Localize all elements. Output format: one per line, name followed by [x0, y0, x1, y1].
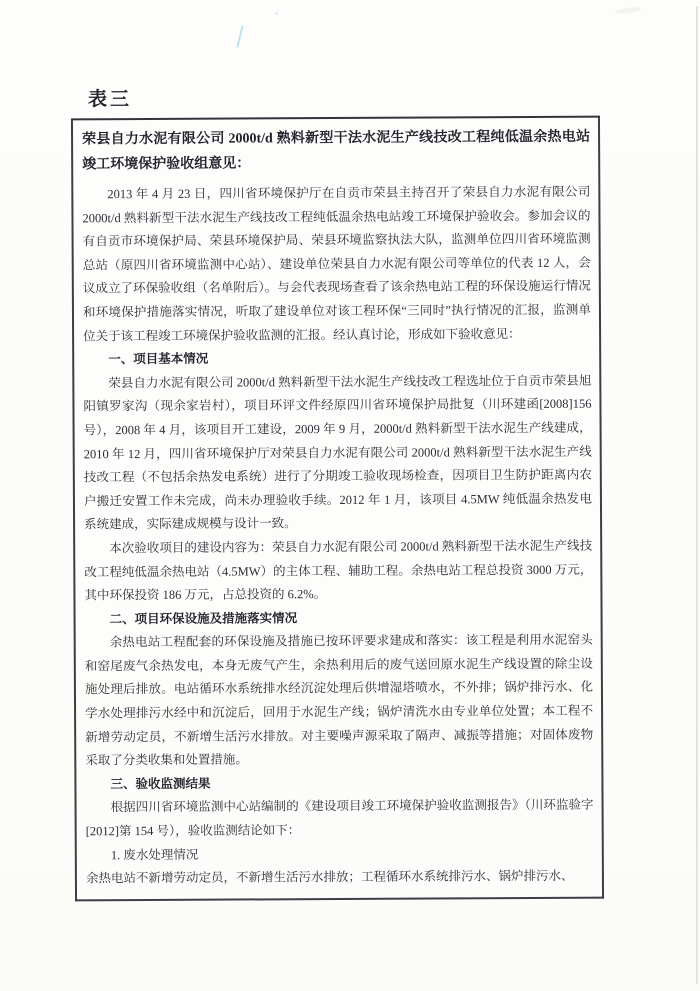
paragraph: 荣县自力水泥有限公司 2000t/d 熟料新型干法水泥生产线技改工程选址位于自贡市荣县旭阳镇罗家沟（现余家岩村），项目环评文件经原四川省环境保护局批复（川环建函[2008]156 号），2008 年 4 月，该项目开工建设，2009 年 9 月，2000t/d 熟料新型干法水泥生产线建成，2010 年 12 月，四川省环境保护厅对荣县自力水泥有限公司 2000t/d 熟料新型干法水泥生产线技改工程（不包括余热发电系统）进行了分期竣工验收现场检查，因项目卫生防护距离内农户搬迁安置工作未完成，尚未办理验收手续。2012 年 1 月，该项目 4.5MW 纯低温余热发电系统建成，实际建成规模与设计一致。 [83, 373, 592, 532]
opinion-box [71, 116, 604, 902]
document-body [82, 181, 594, 891]
paragraph: 本次验收项目的建设内容为：荣县自力水泥有限公司 2000t/d 熟料新型干法水泥生产线技改工程纯低温余热电站（4.5MW）的主体工程、辅助工程。余热电站工程总投资 3000 万元，其中环保投资 186 万元，占总投资的 6.2%。 [84, 538, 593, 603]
document-title: 荣县自力水泥有限公司 2000t/d 熟料新型干法水泥生产线技改工程纯低温余热电站竣工环境保护验收组意见： [82, 129, 591, 173]
scan-mark-blue [236, 25, 244, 48]
section-heading: 一、项目基本情况 [108, 351, 209, 367]
scan-dot-blue [275, 12, 278, 15]
paragraph: 2013 年 4 月 23 日，四川省环境保护厅在自贡市荣县主持召开了荣县自力水泥有限公司 2000t/d 熟料新型干法水泥生产线技改工程纯低温余热电站竣工环境保护验收会。参加会议的有自贡市环境保护局、荣县环境保护局、荣县环境监察执法大队，监测单位四川省环境监测总站（原四川省环境监测中心站）、建设单位荣县自力水泥有限公司等单位的代表 12 人，会议成立了环保验收组（名单附后）。与会代表现场查看了该余热电站工程的环保设施运行情况和环境保护措施落实情况，听取了建设单位对该工程环保“三同时”执行情况的汇报，监测单位关于该工程竣工环境保护验收监测的汇报。经认真讨论，形成如下验收意见： [82, 184, 591, 343]
section-heading: 三、验收监测结果 [110, 776, 211, 792]
paragraph: 余热电站不新增劳动定员，不新增生活污水排放；工程循环水系统排污水、锅炉排污水、 [85, 868, 574, 886]
scan-smudge [615, 6, 641, 15]
paper-edge-shadow [696, 6, 698, 984]
section-heading: 二、项目环保设施及措施落实情况 [109, 610, 298, 626]
paragraph: 余热电站工程配套的环保设施及措施已按环评要求建成和落实：该工程是利用水泥窑头和窑尾废气余热发电，本身无废气产生，余热利用后的废气送回原水泥生产线设置的除尘设施处理后排放。电站循环水系统排水经沉淀处理后供增湿塔喷水，不外排；锅炉排污水、化学水处理排污水经中和沉淀后，回用于水泥生产线；锅炉清洗水由专业单位处置；本工程不新增劳动定员，不新增生活污水排放。对主要噪声源采取了隔声、减振等措施；对固体废物采取了分类收集和处置措施。 [84, 632, 594, 768]
numbered-item-heading: 1. 废水处理情况 [110, 847, 199, 862]
paragraph: 根据四川省环境监测中心站编制的《建设项目竣工环境保护验收监测报告》（川环监验字[2012]第 154 号），验收监测结论如下： [85, 798, 594, 839]
table-label: 表三 [88, 89, 133, 110]
